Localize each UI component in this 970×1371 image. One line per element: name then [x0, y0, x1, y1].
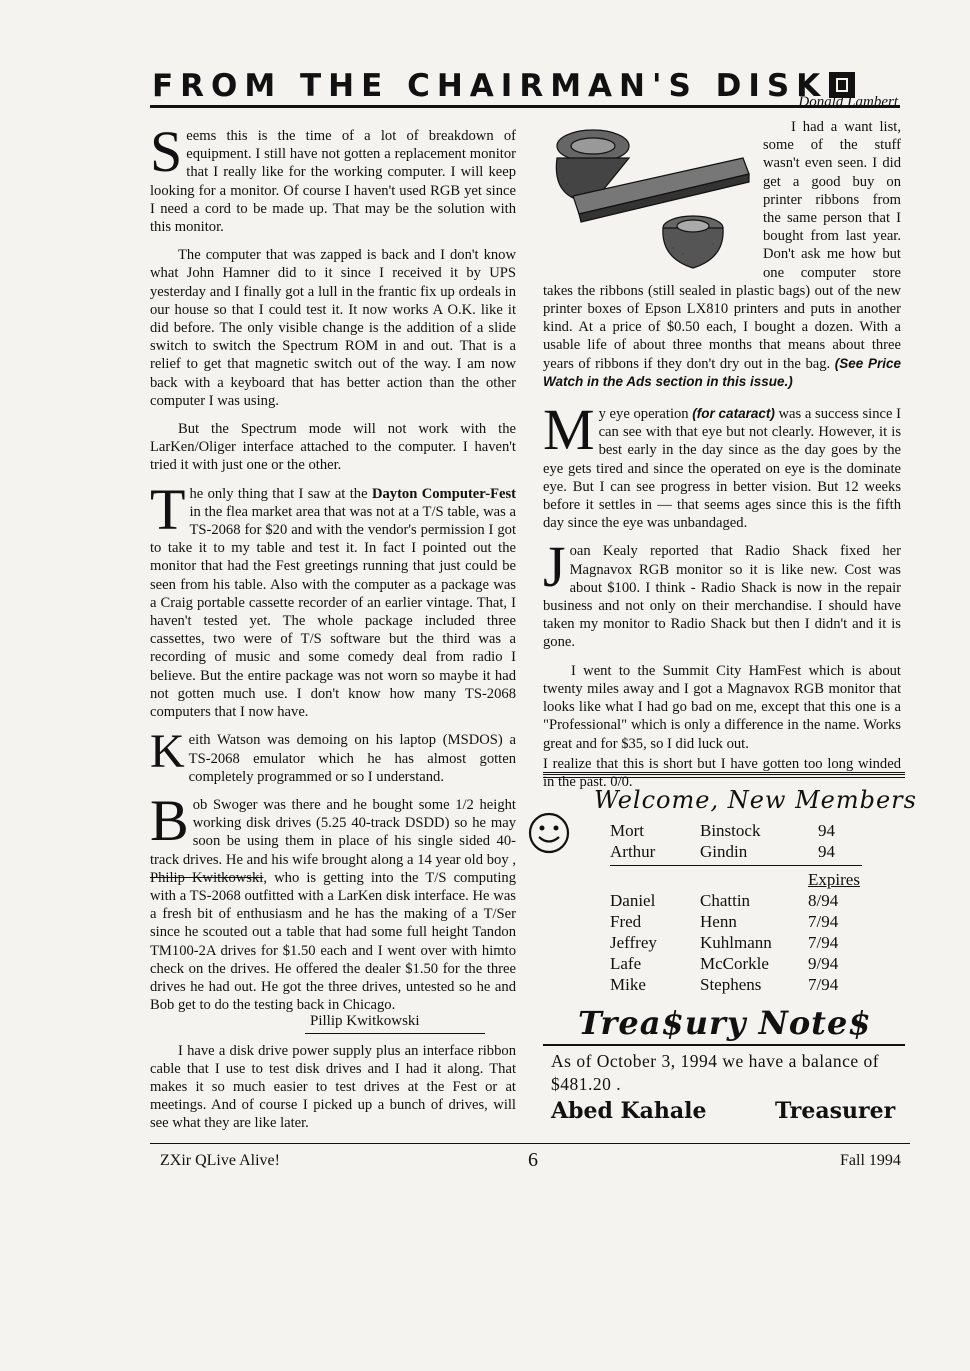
drop-cap: J — [543, 534, 566, 600]
right-column — [543, 118, 901, 801]
table-header: Expires — [808, 869, 860, 889]
table-row: Lafe McCorkle 9/94 — [610, 953, 839, 973]
drop-cap: T — [150, 476, 186, 542]
left-column — [150, 119, 517, 1143]
treasury-rule — [543, 1044, 905, 1046]
welcome-title: Welcome, New Members — [594, 786, 917, 814]
paragraph-closing: I realize that this is short but I have gotten too long winded in the past. 0/0. — [543, 755, 901, 790]
paragraph-4: The only thing that I saw at the Dayton Computer-Fest in the flea market area that was not at a T/S table, was a TS-2068 for $20 and with the vendor's permission I got to take it to my table and test it. In fact I pointed out the monitor that had the Fest greetings running that just could be seen from his table. Also with the computer as a package was a Craig portable cassette recorder of an earlier vintage. That, I haven't tested yet. The whole package included three cassettes, two were of T/S software but the third was a recording of music and some comedy deal from radio I believe. But the entire package was not worn so maybe it had not gotten much use. I don't know how many TS-2068 computers that I now have. — [150, 476, 517, 721]
paragraph-6: Bob Swoger was there and he bought some 1/2 height working disk drives (5.25 40-track DSDD) so he may soon be using them in place of his single sided 40-track drives. He and his wife brought along a 14 year old boy , Philip Kwitkowski, who is getting into the T/S computing with a TS-2068 outfitted with a LarKen disk interface. He was a fresh bit of enthusiasm and he has the making of a T/Ser since he scouted out a table that had some full height Tandon TM100-2A drives for $1.50 each and I went over with himto check on the drives. He offered the dealer $1.50 for the three drives he had out. He got the three drives, untested so he and Bob get to do the testing back in Chicago. — [150, 787, 516, 1014]
title-rule — [150, 105, 900, 108]
paragraph-eye: My eye operation (for cataract) was a success since I can see with that eye but not clearly. However, it is best early in the day since as the day goes by the eye gets tired and since the operated on eye is the dominate eye. But I can see progress in better vision. But 12 weeks before it settles in — that seems ages since this is the fifth day since the eye was unbandaged. — [543, 397, 902, 532]
page-title: FROM THE CHAIRMAN'S DISK — [152, 68, 855, 104]
renewals-table — [610, 869, 860, 995]
treasurer-name: Abed Kahale — [551, 1098, 707, 1124]
welcome-rule — [543, 772, 905, 778]
footer-publication: ZXir QLive Alive! — [160, 1152, 280, 1169]
drop-cap: S — [150, 119, 183, 184]
drop-cap: M — [543, 397, 595, 463]
author-byline: Donald Lambert — [798, 94, 898, 110]
table-row: Mort Binstock 94 — [610, 820, 835, 840]
table-row: Daniel Chattin 8/94 — [610, 890, 839, 910]
name-underline — [305, 1033, 485, 1034]
handwritten-name: Pillip Kwitkowski — [310, 1013, 420, 1030]
printer-ribbons-image — [543, 118, 755, 276]
paragraph-3: But the Spectrum mode will not work with the LarKen/Oliger interface attached to the computer. I haven't tried it with just one or the other. — [150, 421, 516, 474]
struck-name: Philip Kwitkowski — [150, 869, 264, 886]
paragraph-joan: Joan Kealy reported that Radio Shack fixed her Magnavox RGB monitor so it is like new. Cost was about $100. I think - Radio Shack is now in the repair business and not only on their merchandise. I should have taken my monitor to Radio Shack but then I didn't and it is gone. — [543, 534, 901, 651]
paragraph-hamfest: I went to the Summit City HamFest which is about twenty miles away and I got a Magnavox RGB monitor that looks like what I had go bad on me, except that this one is a "Professional" which is only a difference in the name. Works great and for $35, so I did luck out. — [543, 662, 901, 752]
treasury-title: Trea$ury Note$ — [578, 1004, 872, 1042]
paragraph-2: The computer that was zapped is back and I don't know what John Hamner did to it since I received it by UPS yesterday and I finally got a lull in the frantic fix up ordeals in our house so that I could test it. It now works A O.K. like it did before. The only visible change is the addition of a slide switch to switch the Spectrum ROM in and out. That is a relief to get that magnetic switch out of the way. I am now back with a keyboard that has better action than the other computer I was using. — [150, 247, 516, 409]
drop-cap: B — [150, 787, 189, 853]
footer-rule — [150, 1143, 910, 1144]
members-divider — [610, 865, 862, 866]
drop-cap: K — [150, 725, 185, 779]
paragraph-7: I have a disk drive power supply plus an interface ribbon cable that I use to test disk drives and I had it along. That makes it so much easier to test drives at the Fest or at meetings. And of course I picked up a bunch of drives, will see what they are like later. — [150, 1042, 516, 1132]
new-members-table — [610, 820, 835, 862]
footer-issue: Fall 1994 — [840, 1152, 901, 1169]
paragraph-ribbons: I had a want list, some of the stuff wasn't even seen. I did get a good buy on printer ribbons from the same person that I bought from last year. Don't ask me how but one computer store takes the ribbons (still sealed in plastic bags) out of the new printer boxes of Epson LX810 printers and puts in another kind. At a price of $0.50 each, I bought a dozen. With a usable life of about three months that means about three years of ribbons if they don't dry out in the bag. (See Price Watch in the Ads section in this issue.) — [543, 119, 901, 389]
paragraph-5: Keith Watson was demoing on his laptop (MSDOS) a TS-2068 emulator which he has almost gotten completely programmed or so I understand. — [150, 725, 516, 785]
table-row: Jeffrey Kuhlmann 7/94 — [610, 932, 839, 952]
table-row: Fred Henn 7/94 — [610, 911, 839, 931]
table-row: Mike Stephens 7/94 — [610, 974, 839, 994]
paragraph-1: Seems this is the time of a lot of breakdown of equipment. I still have not gotten a replacement monitor that I really like for the working computer. I will keep looking for a monitor. Of course I haven't used RGB yet since I need a cord to be made up. That may be the solution with this monitor. — [150, 119, 516, 236]
table-row: Arthur Gindin 94 — [610, 841, 835, 861]
treasurer-role: Treasurer — [775, 1098, 896, 1124]
page-number: 6 — [528, 1149, 538, 1171]
smiley-icon — [528, 812, 570, 854]
treasury-balance: As of October 3, 1994 we have a balance of $481.20 . — [551, 1051, 880, 1094]
